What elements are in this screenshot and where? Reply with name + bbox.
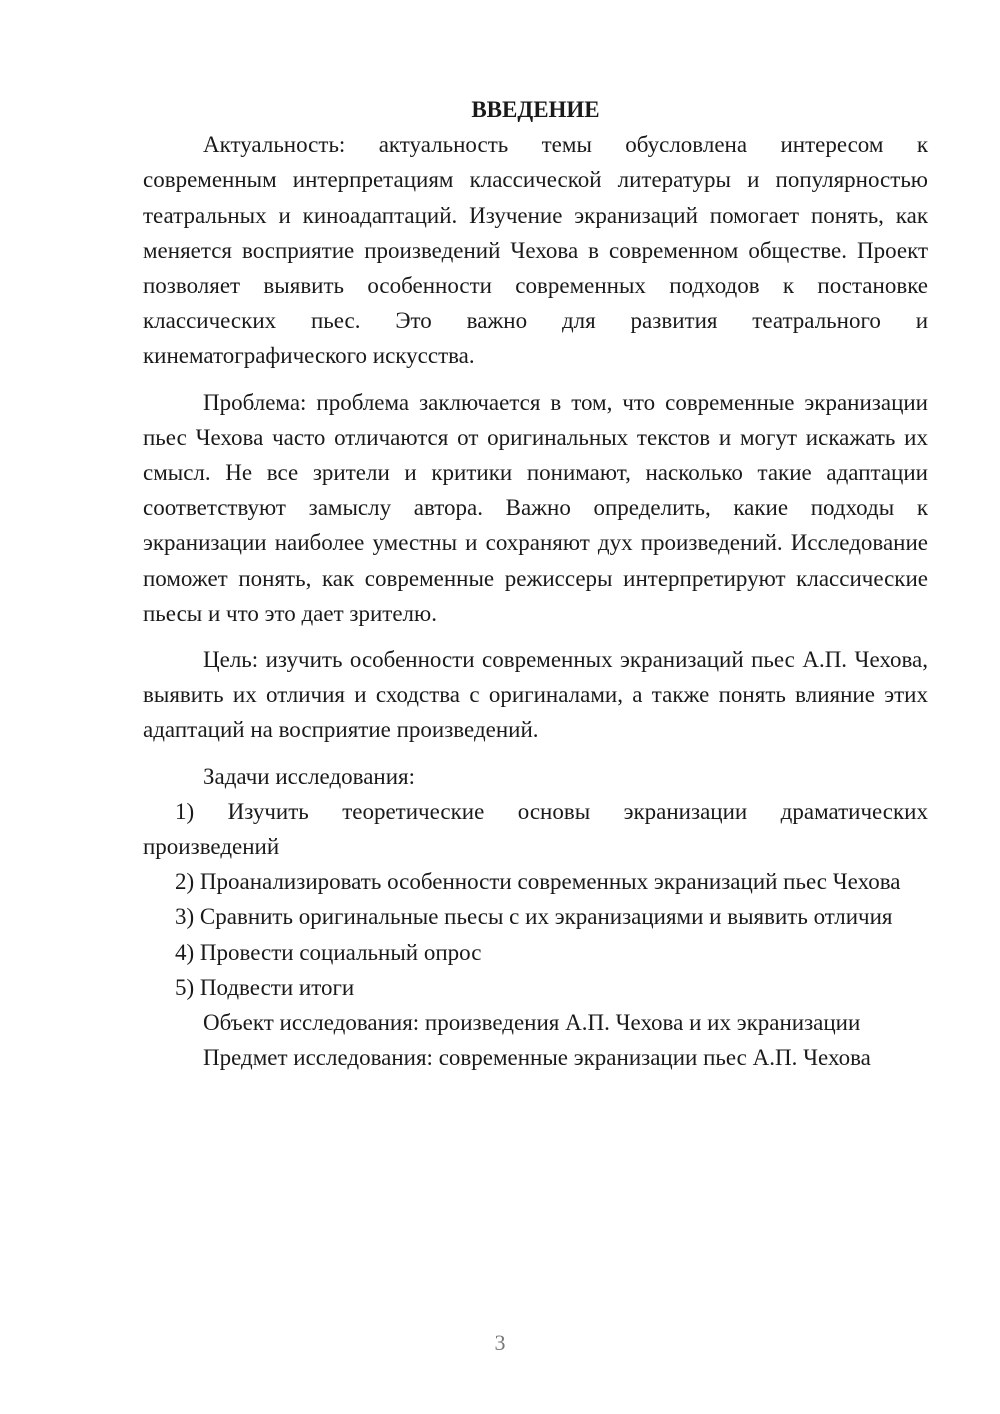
- task-item-3: 3) Сравнить оригинальные пьесы с их экранизациями и выявить отличия: [175, 904, 893, 930]
- tasks-heading: Задачи исследования:: [203, 763, 416, 789]
- task-item-1: 1) Изучить теоретические основы экранизации драматических произведений: [143, 798, 928, 860]
- page-title: ВВЕДЕНИЕ: [471, 97, 600, 122]
- research-object: Объект исследования: произведения А.П. Чехова и их экранизации: [203, 1010, 861, 1036]
- page-content: [143, 92, 928, 1075]
- task-item-4: 4) Провести социальный опрос: [175, 939, 482, 965]
- paragraph-problem: Проблема: проблема заключается в том, что современные экранизации пьес Чехова часто отличаются от оригинальных текстов и могут искажать их смысл. Не все зрители и критики понимают, насколько такие адаптации соответствуют замыслу автора. Важно определить, какие подходы к экранизации наиболее уместны и сохраняют дух произведений. Исследование поможет понять, как современные режиссеры интерпретируют классические пьесы и что это дает зрителю.: [143, 389, 928, 626]
- paragraph-relevance: Актуальность: актуальность темы обусловлена интересом к современным интерпретациям классической литературы и популярностью театральных и киноадаптаций. Изучение экранизаций помогает понять, как меняется восприятие произведений Чехова в современном обществе. Проект позволяет выявить особенности современных подходов к постановке классических пьес. Это важно для развития театрального и кинематографического искусства.: [143, 132, 928, 369]
- task-item-2: 2) Проанализировать особенности современных экранизаций пьес Чехова: [175, 869, 901, 895]
- research-subject: Предмет исследования: современные экранизации пьес А.П. Чехова: [203, 1045, 871, 1071]
- paragraph-goal: Цель: изучить особенности современных экранизаций пьес А.П. Чехова, выявить их отличия и сходства с оригиналами, а также понять влияние этих адаптаций на восприятие произведений.: [143, 647, 928, 743]
- page-number: 3: [494, 1330, 506, 1355]
- task-item-5: 5) Подвести итоги: [175, 974, 355, 1000]
